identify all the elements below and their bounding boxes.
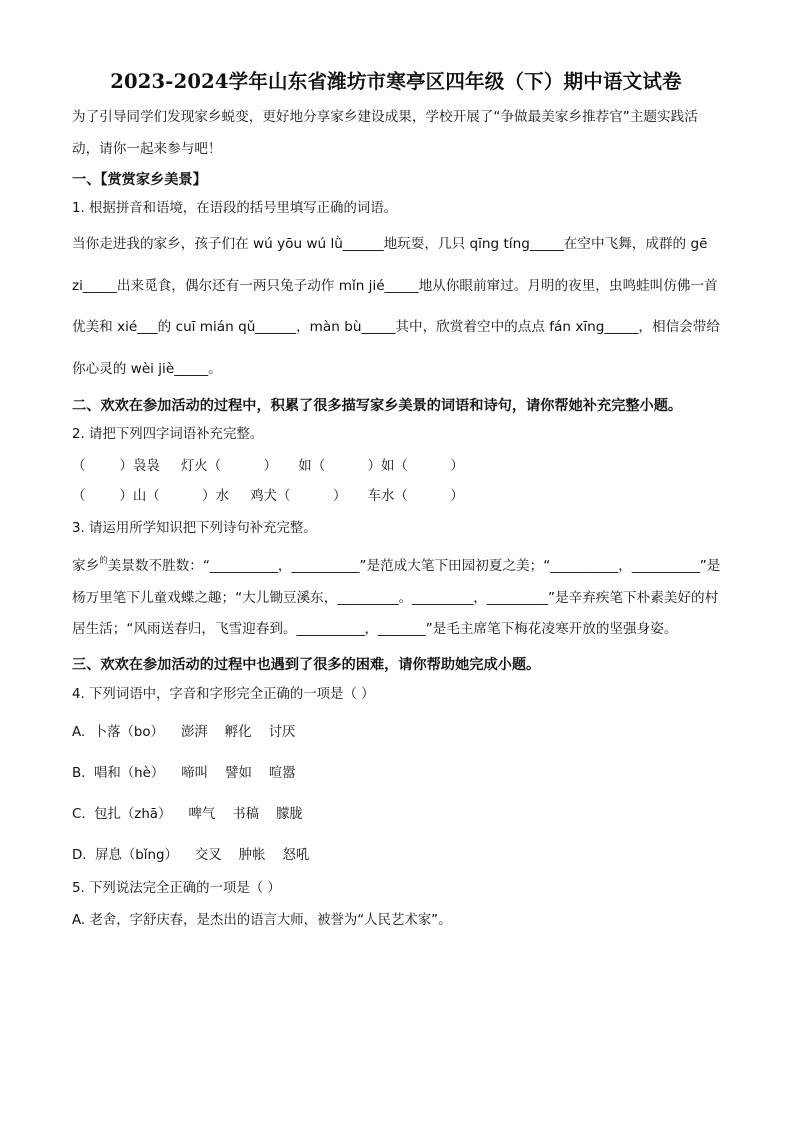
question-2-row-2: （ ）山（ ）水 鸡犬（ ） 车水（ ） <box>72 489 464 504</box>
question-3-passage <box>72 546 724 646</box>
section-1-heading: 一、【赏赏家乡美景】 <box>72 172 207 188</box>
question-2-row-1: （ ）袅袅 灯火（ ） 如（ ）如（ ） <box>72 459 464 474</box>
question-3-superscript: 的 <box>99 556 108 566</box>
question-1-stem: 1. 根据拼音和语境，在语段的括号里填写正确的词语。 <box>72 201 398 216</box>
question-4-option-a: A. 卜落（bo） 澎湃 孵化 讨厌 <box>72 724 296 740</box>
question-3-body: 美景数不胜数：“__________，__________”是范成大笔下田园初夏之美；“__________，__________”是杨万里笔下儿童戏蝶之趣；“大儿锄豆溪东，_________。_________，_________”是辛弃疾笔下朴素美好的村居生活；“风雨送春归，飞雪迎春到。__________，_______”是毛主席笔下梅花凌寒开放的坚强身姿。 <box>72 558 721 637</box>
question-3-stem: 3. 请运用所学知识把下列诗句补充完整。 <box>72 521 317 536</box>
exam-page <box>72 66 724 938</box>
intro-text: 为了引导同学们发现家乡蜕变，更好地分享家乡建设成果，学校开展了“争做最美家乡推荐官”主题实践活动，请你一起来参与吧！ <box>72 109 698 157</box>
question-4-option-c: C. 包扎（zhā） 啤气 书稿 朦胧 <box>72 806 303 822</box>
page-title: 2023-2024学年山东省潍坊市寒亭区四年级（下）期中语文试卷 <box>110 70 682 93</box>
question-5-option-a: A. 老舍，字舒庆春，是杰出的语言大师，被誉为“人民艺术家”。 <box>72 912 452 928</box>
section-3-heading: 三、欢欢在参加活动的过程中也遇到了很多的困难，请你帮助她完成小题。 <box>72 656 541 673</box>
section-2-heading: 二、欢欢在参加活动的过程中，积累了很多描写家乡美景的词语和诗句，请你帮她补充完整小题。 <box>72 398 683 414</box>
question-4-option-b: B. 唱和（hè） 啼叫 譬如 喧嚣 <box>72 765 296 781</box>
question-2-stem: 2. 请把下列四字词语补充完整。 <box>72 427 264 442</box>
question-1-passage: 当你走进我的家乡，孩子们在 wú yōu wú lǜ______地玩耍，几只 qīng tíng_____在空中飞舞，成群的 gē zi_____出来觅食，偶尔还有一两只兔子动作 mǐn jié_____地从你眼前窜过。月明的夜里，虫鸣蛙叫仿佛一首优美和 xié___的 cuī mián qǔ______，màn bù_____其中，欣赏着空中的点点 fán xīng_____，相信会带给你心灵的 wèi jiè_____。 <box>72 236 720 377</box>
question-5-stem: 5. 下列说法完全正确的一项是（ ） <box>72 880 281 896</box>
question-4-stem: 4. 下列词语中，字音和字形完全正确的一项是（ ） <box>72 686 375 702</box>
question-4-option-d: D. 屏息（bǐng） 交叉 肿帐 怒吼 <box>72 847 310 863</box>
question-3-lead: 家乡 <box>72 558 100 574</box>
